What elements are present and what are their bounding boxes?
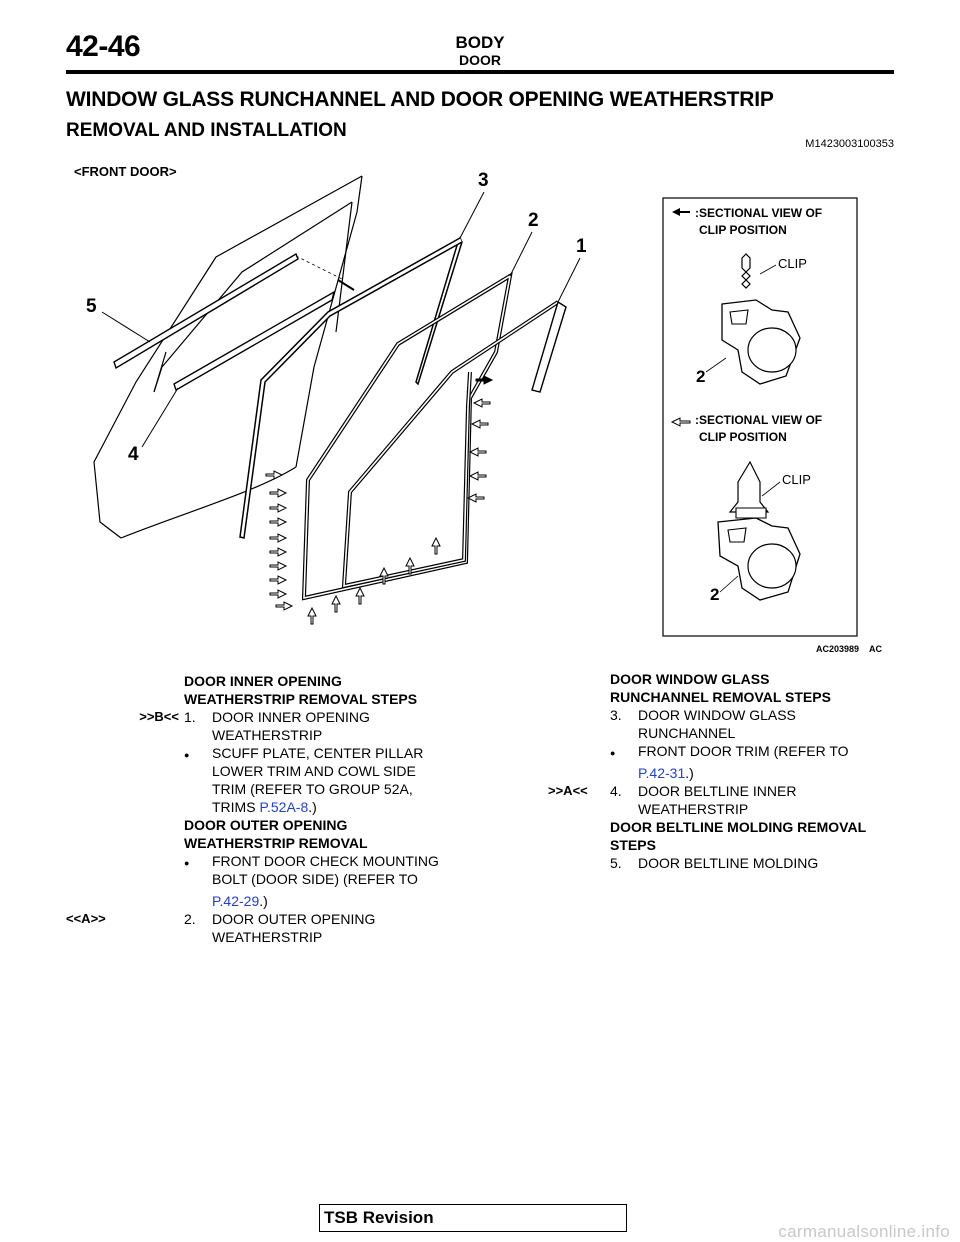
door-weatherstrip-figure	[66, 162, 896, 658]
inset-label-2b: CLIP POSITION	[699, 430, 787, 444]
step-text: DOOR BELTLINE INNER	[638, 783, 797, 799]
step-item	[610, 854, 910, 872]
left-steps-column	[66, 672, 474, 946]
inset-label-1: :SECTIONAL VIEW OF	[695, 206, 823, 220]
step-text: DOOR INNER OPENING	[212, 709, 370, 725]
subsection-title: DOOR	[459, 52, 501, 68]
inset-label-2: :SECTIONAL VIEW OF	[695, 413, 823, 427]
step-item	[66, 910, 474, 928]
inner-opening-weatherstrip	[344, 302, 558, 586]
step-number: 4.	[610, 783, 622, 799]
figure-suffix: AC	[869, 644, 882, 654]
right-steps-column	[548, 670, 910, 872]
page-subtitle: REMOVAL AND INSTALLATION	[66, 120, 347, 141]
step-heading: STEPS	[610, 837, 656, 853]
step-text: WEATHERSTRIP	[212, 929, 323, 945]
page-title: WINDOW GLASS RUNCHANNEL AND DOOR OPENING WEATHERSTRIP	[66, 88, 774, 111]
page-reference-link[interactable]: P.52A-8	[259, 799, 309, 815]
step-item	[139, 708, 474, 726]
page-reference-link[interactable]: P.42-29	[212, 893, 260, 909]
step-heading: DOOR WINDOW GLASS	[610, 671, 770, 687]
beltline-inner-weatherstrip	[174, 292, 334, 390]
step-heading: RUNCHANNEL REMOVAL STEPS	[610, 689, 831, 705]
bullet-item: ● SCUFF PLATE, CENTER PILLAR	[184, 744, 474, 762]
inset-callout-2a: 2	[696, 367, 706, 386]
bullet-text: TRIM (REFER TO GROUP 52A,	[212, 781, 413, 797]
clip-label-1: CLIP	[778, 256, 807, 271]
step-text: DOOR OUTER OPENING	[212, 911, 376, 927]
callout-4: 4	[128, 444, 139, 465]
section-title: BODY	[455, 33, 505, 52]
step-number: 3.	[610, 707, 622, 723]
callouts	[86, 170, 587, 465]
step-text: DOOR BELTLINE MOLDING	[638, 855, 819, 871]
bullet-text: P.42-29.)	[212, 893, 268, 909]
step-number: 1.	[184, 709, 196, 725]
bullet-item: ● FRONT DOOR CHECK MOUNTING	[184, 852, 474, 870]
step-heading: DOOR BELTLINE MOLDING REMOVAL	[610, 819, 867, 835]
page-number: 42-46	[66, 30, 141, 63]
step-text: DOOR WINDOW GLASS	[638, 707, 796, 723]
beltline-molding	[114, 254, 298, 368]
step-item	[548, 782, 910, 800]
header-rule	[66, 70, 894, 74]
bullet-text: TRIMS P.52A-8.)	[212, 799, 317, 815]
step-text: WEATHERSTRIP	[212, 727, 323, 743]
step-text: RUNCHANNEL	[638, 725, 736, 741]
step-heading: DOOR INNER OPENING	[184, 673, 342, 689]
callout-5: 5	[86, 296, 97, 317]
document-code: M1423003100353	[805, 138, 894, 150]
bullet-text: P.42-31.)	[638, 765, 694, 781]
clip-label-2: CLIP	[782, 472, 811, 487]
procedure-mark: <<A>>	[66, 911, 106, 926]
bullet-text: LOWER TRIM AND COWL SIDE	[212, 763, 416, 779]
inset-label-1b: CLIP POSITION	[699, 223, 787, 237]
step-heading: WEATHERSTRIP REMOVAL STEPS	[184, 691, 418, 707]
outer-opening-weatherstrip	[304, 276, 510, 598]
procedure-mark: >>B<<	[139, 709, 179, 724]
figure-code: AC203989	[816, 644, 860, 654]
bullet-item: ● FRONT DOOR TRIM (REFER TO	[610, 742, 910, 760]
step-heading: WEATHERSTRIP REMOVAL	[184, 835, 368, 851]
step-heading: DOOR OUTER OPENING	[184, 817, 348, 833]
step-number: 2.	[184, 911, 196, 927]
callout-1: 1	[576, 236, 587, 257]
callout-2: 2	[528, 210, 539, 231]
clip-arrows	[266, 376, 492, 624]
bullet-text: BOLT (DOOR SIDE) (REFER TO	[212, 871, 418, 887]
watermark: carmanualsonline.info	[778, 1222, 950, 1241]
sectional-view-inset	[663, 198, 857, 636]
page-reference-link[interactable]: P.42-31	[638, 765, 686, 781]
tsb-revision-label: TSB Revision	[324, 1208, 434, 1227]
step-number: 5.	[610, 855, 622, 871]
step-text: WEATHERSTRIP	[638, 801, 749, 817]
inset-callout-2b: 2	[710, 585, 720, 604]
procedure-mark: >>A<<	[548, 783, 588, 798]
front-door-caption: <FRONT DOOR>	[74, 164, 177, 179]
callout-3: 3	[478, 170, 489, 191]
step-item	[610, 706, 910, 724]
